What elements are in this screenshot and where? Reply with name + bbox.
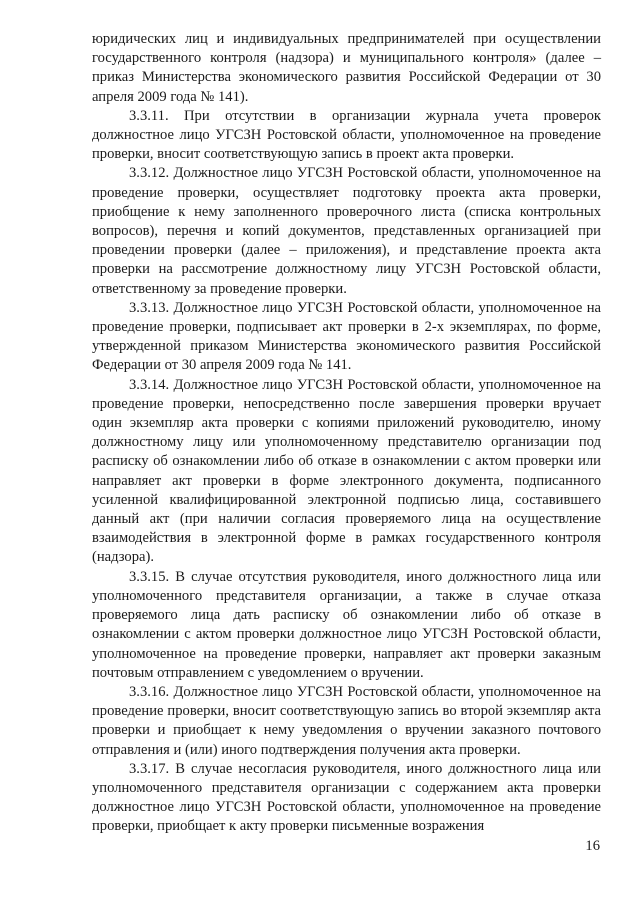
page-number: 16	[585, 838, 600, 854]
paragraph-3-3-16: 3.3.16. Должностное лицо УГСЗН Ростовской области, уполномоченное на проведение проверки, вносит соответствующую запись во второй экземпляр акта проверки и приобщает к нему уведомления о вручении заказного почтового отправления и (или) иного подтверждения получения акта проверки.	[92, 683, 601, 758]
paragraph-3-3-15: 3.3.15. В случае отсутствия руководителя, иного должностного лица или уполномоченного представителя организации, а также в случае отказа проверяемого лица дать расписку об ознакомлении либо об отказе в ознакомлении с актом проверки должностное лицо УГСЗН Ростовской области, уполномоченное на проведение проверки, направляет акт проверки заказным почтовым отправлением с уведомлением о вручении.	[92, 568, 601, 681]
paragraph-3-3-11: 3.3.11. При отсутствии в организации журнала учета проверок должностное лицо УГСЗН Ростовской области, уполномоченное на проведение проверки, вносит соответствующую запись в проект акта проверки.	[92, 107, 601, 163]
paragraph-3-3-14: 3.3.14. Должностное лицо УГСЗН Ростовской области, уполномоченное на проведение проверки, непосредственно после завершения проверки вручает один экземпляр акта проверки с копиями приложений руководителю, иному должностному лицу или уполномоченному представителю организации под расписку об ознакомлении либо об отказе в ознакомлении с актом проверки или направляет акт проверки в форме электронного документа, подписанного усиленной квалифицированной электронной подписью лица, составившего данный акт (при наличии согласия проверяемого лица на осуществление взаимодействия в электронной форме в рамках государственного контроля (надзора).	[92, 376, 601, 566]
paragraph-3-3-13: 3.3.13. Должностное лицо УГСЗН Ростовской области, уполномоченное на проведение проверки, подписывает акт проверки в 2-х экземплярах, по форме, утвержденной приказом Министерства экономического развития Российской Федерации от 30 апреля 2009 года № 141.	[92, 299, 601, 374]
paragraph-continuation: юридических лиц и индивидуальных предпринимателей при осуществлении государственного контроля (надзора) и муниципального контроля» (далее – приказ Министерства экономического развития Российской Федерации от 30 апреля 2009 года № 141).	[92, 31, 601, 105]
paragraph-3-3-17: 3.3.17. В случае несогласия руководителя, иного должностного лица или уполномоченного представителя организации с содержанием акта проверки должностное лицо УГСЗН Ростовской области, уполномоченное на проведение проверки, приобщает к акту проверки письменные возражения	[92, 760, 601, 835]
paragraph-3-3-12: 3.3.12. Должностное лицо УГСЗН Ростовской области, уполномоченное на проведение проверки, осуществляет подготовку проекта акта проверки, приобщение к нему заполненного проверочного листа (списка контрольных вопросов), перечня и копий документов, представленных организацией при проведении проверки (далее – приложения), и представление проекта акта проверки на рассмотрение должностному лицу УГСЗН Ростовской области, ответственному за проведение проверки.	[92, 165, 601, 297]
document-page	[92, 30, 601, 837]
